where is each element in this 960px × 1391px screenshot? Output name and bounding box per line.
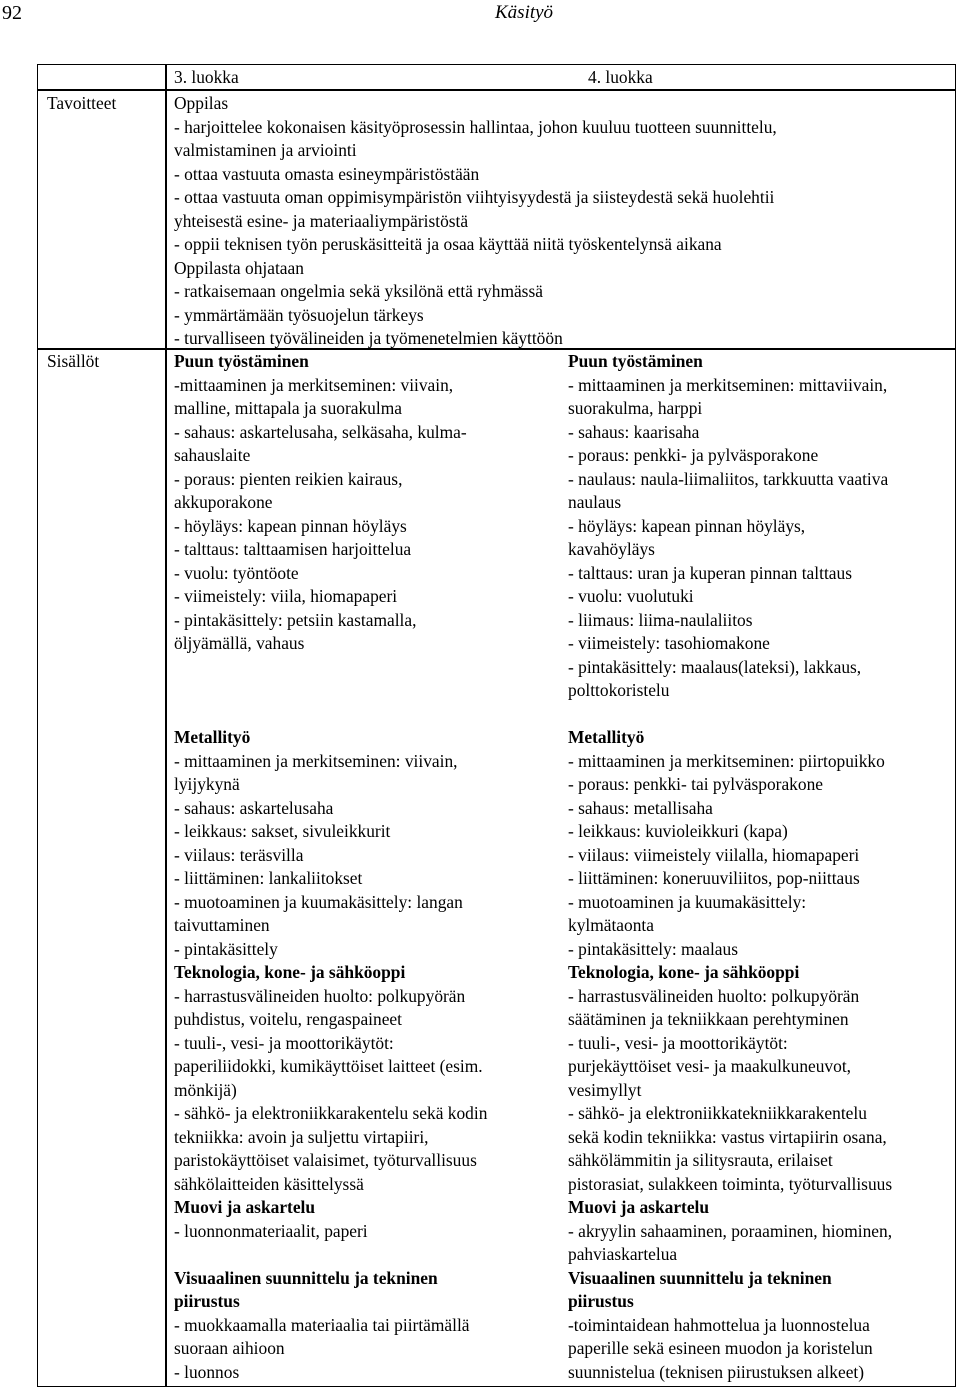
section-line: paristokäyttöiset valaisimet, työturvallisuus	[174, 1150, 477, 1170]
section-line	[174, 703, 554, 727]
tavoitteet-line: Oppilasta ohjataan	[174, 257, 304, 278]
page-header	[0, 0, 960, 30]
section-line: tekniikka: avoin ja suljettu virtapiiri,	[174, 1126, 429, 1147]
section-line: - tuuli-, vesi- ja moottorikäytöt:	[568, 1032, 788, 1053]
section-line: - vuolu: vuolutuki	[568, 586, 694, 606]
section-line: -mittaaminen ja merkitseminen: viivain,	[174, 374, 454, 395]
section-line	[174, 679, 554, 703]
section-heading: Visuaalinen suunnittelu ja tekninen piirustus	[174, 1267, 438, 1311]
section-line: - poraus: pienten reikien kairaus,	[174, 468, 403, 489]
section-heading: Puun työstäminen	[568, 351, 703, 371]
tavoitteet-label: Tavoitteet	[47, 93, 117, 113]
section-line: - sahaus: kaarisaha	[568, 421, 700, 442]
section-line: - poraus: penkki- tai pylväsporakone	[568, 774, 823, 794]
section-line: paperille sekä esineen muodon ja koristelun	[568, 1338, 873, 1358]
section-line: pistorasiat, sulakkeen toiminta, työturvallisuus	[568, 1173, 893, 1194]
section-line: malline, mittapala ja suorakulma	[174, 398, 402, 418]
section-line: - sahaus: askartelusaha	[174, 797, 334, 818]
section-line: - harrastusvälineiden huolto: polkupyörän	[568, 985, 860, 1006]
section-line: - viimeistely: viila, hiomapaperi	[174, 586, 398, 606]
section-line: - mittaaminen ja merkitseminen: mittaviivain,	[568, 374, 888, 395]
section-line: - muotoaminen ja kuumakäsittely:	[568, 891, 807, 912]
section-line: vesimyllyt	[568, 1079, 642, 1100]
section-line: - pintakäsittely: petsiin kastamalla,	[174, 609, 417, 630]
tavoitteet-line: valmistaminen ja arviointi	[174, 140, 357, 160]
page-number: 92	[2, 2, 22, 24]
section-line: polttokoristelu	[568, 680, 670, 700]
section-line: kavahöyläys	[568, 539, 655, 559]
section-line	[174, 656, 554, 680]
section-line: akkuporakone	[174, 492, 273, 512]
section-heading: Metallityö	[568, 727, 645, 747]
section-line: - viimeistely: tasohiomakone	[568, 633, 770, 653]
section-line: - talttaus: uran ja kuperan pinnan talttaus	[568, 562, 852, 583]
section-line: kylmätaonta	[568, 915, 654, 935]
section-line: naulaus	[568, 492, 622, 512]
section-line: lyijykynä	[174, 774, 240, 794]
tavoitteet-line: - ratkaisemaan ongelmia sekä yksilönä että ryhmässä	[174, 281, 543, 301]
section-heading: Muovi ja askartelu	[174, 1197, 316, 1217]
section-line: - luonnonmateriaalit, paperi	[174, 1220, 368, 1241]
section-line: - höyläys: kapean pinnan höyläys,	[568, 515, 806, 536]
section-line: - liittäminen: lankaliitokset	[174, 868, 363, 888]
tavoitteet-line: - oppii teknisen työn peruskäsitteitä ja osaa käyttää niitä työskentelynsä aikana	[174, 234, 722, 254]
section-heading: Metallityö	[174, 727, 251, 747]
section-line: - leikkaus: kuvioleikkuri (kapa)	[568, 821, 788, 841]
grade-3-header: 3. luokka	[174, 67, 239, 87]
section-line: öljyämällä, vahaus	[174, 633, 305, 653]
section-line: paperiliidokki, kumikäyttöiset laitteet (esim.	[174, 1056, 483, 1076]
section-line	[568, 703, 953, 727]
section-line: sekä kodin tekniikka: vastus virtapiirin osana,	[568, 1126, 887, 1147]
section-line: - tuuli-, vesi- ja moottorikäytöt:	[174, 1032, 394, 1053]
section-line: - liittäminen: koneruuviliitos, pop-niittaus	[568, 868, 860, 888]
section-line: -toimintaidean hahmottelua ja luonnostelua	[568, 1314, 870, 1335]
tavoitteet-line: - ottaa vastuuta omasta esineympäristöstään	[174, 163, 480, 184]
tavoitteet-line: - ottaa vastuuta oman oppimisympäristön viihtyisyydestä ja siisteydestä sekä huolehtii	[174, 187, 775, 207]
section-line: puhdistus, voitelu, rengaspaineet	[174, 1009, 402, 1029]
section-line: - mittaaminen ja merkitseminen: piirtopuikko	[568, 750, 885, 771]
section-line: - liimaus: liima-naulaliitos	[568, 609, 753, 630]
section-heading: Puun työstäminen	[174, 351, 309, 371]
section-line: - pintakäsittely: maalaus(lateksi), lakkaus,	[568, 656, 862, 677]
running-title: Käsityö	[495, 2, 554, 23]
section-line: suunnistelua (teknisen piirustuksen alkeet)	[568, 1361, 865, 1382]
section-heading: Visuaalinen suunnittelu ja tekninen piirustus	[568, 1267, 832, 1311]
section-line: - sahaus: askartelusaha, selkäsaha, kulma-	[174, 421, 467, 442]
section-line: - sähkö- ja elektroniikkatekniikkarakentelu	[568, 1103, 867, 1123]
tavoitteet-line: Oppilas	[174, 93, 229, 113]
section-line: - harrastusvälineiden huolto: polkupyörän	[174, 985, 466, 1006]
tavoitteet-line: - turvalliseen työvälineiden ja työmenetelmien käyttöön	[174, 328, 563, 348]
section-line: - muokkaamalla materiaalia tai piirtämällä	[174, 1314, 470, 1335]
section-line: - poraus: penkki- ja pylväsporakone	[568, 445, 819, 465]
section-line: suoraan aihioon	[174, 1338, 285, 1358]
section-line: - höyläys: kapean pinnan höyläys	[174, 515, 407, 536]
section-line: taivuttaminen	[174, 915, 270, 935]
section-line: sahauslaite	[174, 445, 251, 465]
section-line: - talttaus: talttaamisen harjoittelua	[174, 539, 412, 559]
section-line: purjekäyttöiset vesi- ja maakulkuneuvot,	[568, 1056, 852, 1076]
section-heading: Teknologia, kone- ja sähköoppi	[174, 962, 406, 982]
section-line: - mittaaminen ja merkitseminen: viivain,	[174, 750, 458, 771]
tavoitteet-line: yhteisestä esine- ja materiaaliympäristöstä	[174, 210, 469, 231]
grade-4-header: 4. luokka	[588, 67, 653, 87]
tavoitteet-line: - ymmärtämään työsuojelun tärkeys	[174, 304, 424, 325]
section-line: - viilaus: viimeistely viilalla, hiomapaperi	[568, 844, 860, 865]
section-line: - naulaus: naula-liimaliitos, tarkkuutta vaativa	[568, 468, 889, 489]
section-line: - luonnos	[174, 1361, 240, 1382]
section-line: mönkijä)	[174, 1079, 237, 1100]
section-line: suorakulma, harppi	[568, 398, 703, 418]
section-line: - sahaus: metallisaha	[568, 797, 713, 818]
section-line: - leikkaus: sakset, sivuleikkurit	[174, 821, 391, 841]
section-line: pahviaskartelua	[568, 1244, 678, 1264]
section-line: - sähkö- ja elektroniikkarakentelu sekä kodin	[174, 1103, 488, 1123]
section-line: - akryylin sahaaminen, poraaminen, hiominen,	[568, 1220, 893, 1241]
section-heading: Muovi ja askartelu	[568, 1197, 710, 1217]
section-line: - viilaus: teräsvilla	[174, 844, 304, 865]
section-line: säätäminen ja tekniikkaan perehtyminen	[568, 1009, 849, 1029]
section-line: - muotoaminen ja kuumakäsittely: langan	[174, 891, 463, 912]
section-line: - pintakäsittely: maalaus	[568, 938, 738, 959]
grade-3-contents	[174, 350, 554, 1384]
table-column-divider	[165, 64, 167, 1387]
section-line	[174, 1243, 554, 1267]
tavoitteet-line: - harjoittelee kokonaisen käsityöprosessin hallintaa, johon kuuluu tuotteen suunnittelu,	[174, 116, 777, 137]
section-line: sähkölaitteiden käsittelyssä	[174, 1173, 364, 1194]
section-line: - pintakäsittely	[174, 938, 278, 959]
grade-4-contents	[568, 350, 953, 1384]
section-line: sähkölämmitin ja silitysrauta, erilaiset	[568, 1150, 833, 1170]
sisallot-label: Sisällöt	[47, 351, 100, 371]
section-heading: Teknologia, kone- ja sähköoppi	[568, 962, 800, 982]
tavoitteet-content	[174, 92, 949, 351]
section-line: - vuolu: työntöote	[174, 562, 299, 583]
